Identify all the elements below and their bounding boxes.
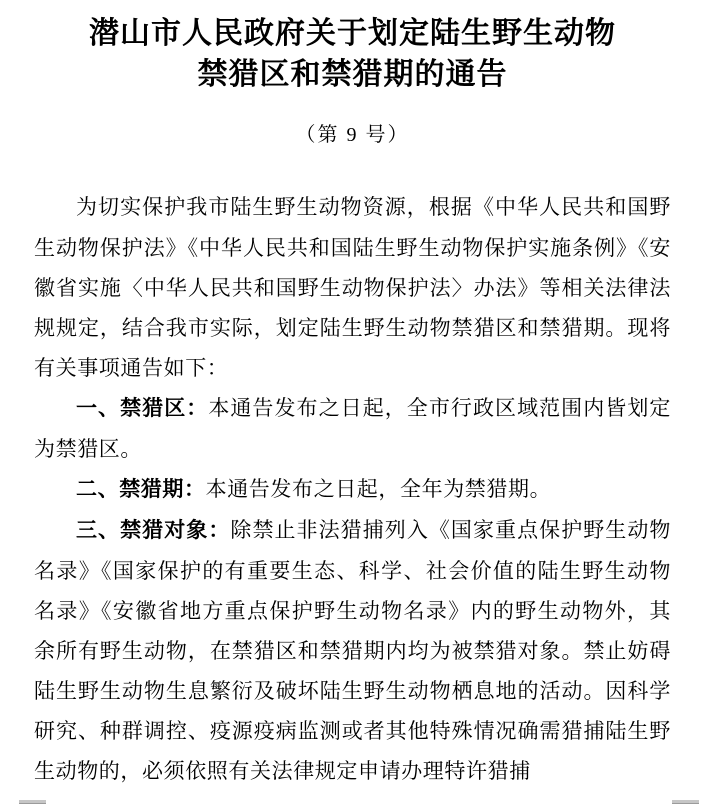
cutoff-artifact-left [19,800,46,804]
paragraph-no-hunting-zone [34,388,671,469]
document-body [0,187,705,791]
paragraph-no-hunting-zone-lead: 一、禁猎区： [76,397,209,420]
paragraph-protected-targets [34,510,671,791]
paragraph-protected-targets-lead: 三、禁猎对象： [76,519,231,542]
cutoff-artifact-right [672,800,699,804]
document-title-line1: 潜山市人民政府关于划定陆生野生动物 [89,17,616,50]
paragraph-no-hunting-period-lead: 二、禁猎期： [76,478,206,501]
document-title [0,13,705,95]
paragraph-no-hunting-period [34,469,671,510]
paragraph-intro-text: 为切实保护我市陆生野生动物资源，根据《中华人民共和国野生动物保护法》《中华人民共和国陆生野生动物保护实施条例》《安徽省实施〈中华人民共和国野生动物保护法〉办法》等相关法律法规规定，结合我市实际，划定陆生野生动物禁猎区和禁猎期。现将有关事项通告如下： [34,195,671,380]
paragraph-protected-targets-text: 除禁止非法猎捕列入《国家重点保护野生动物名录》《国家保护的有重要生态、科学、社会价值的陆生野生动物名录》《安徽省地方重点保护野生动物名录》内的野生动物外，其余所有野生动物，在禁猎区和禁猎期内均为被禁猎对象。禁止妨碍陆生野生动物生息繁衍及破坏陆生野生动物栖息地的活动。因科学研究、种群调控、疫源疫病监测或者其他特殊情况确需猎捕陆生野生动物的，必须依照有关法律规定申请办理特许猎捕 [34,518,672,783]
paragraph-no-hunting-period-text: 本通告发布之日起，全年为禁猎期。 [205,477,552,501]
document-title-line2: 禁猎区和禁猎期的通告 [197,58,508,91]
issue-number: （第 9 号） [295,124,410,146]
paragraph-intro [34,187,671,388]
paragraph-no-hunting-zone-text: 本通告发布之日起，全市行政区域范围内皆划定为禁猎区。 [34,396,671,461]
